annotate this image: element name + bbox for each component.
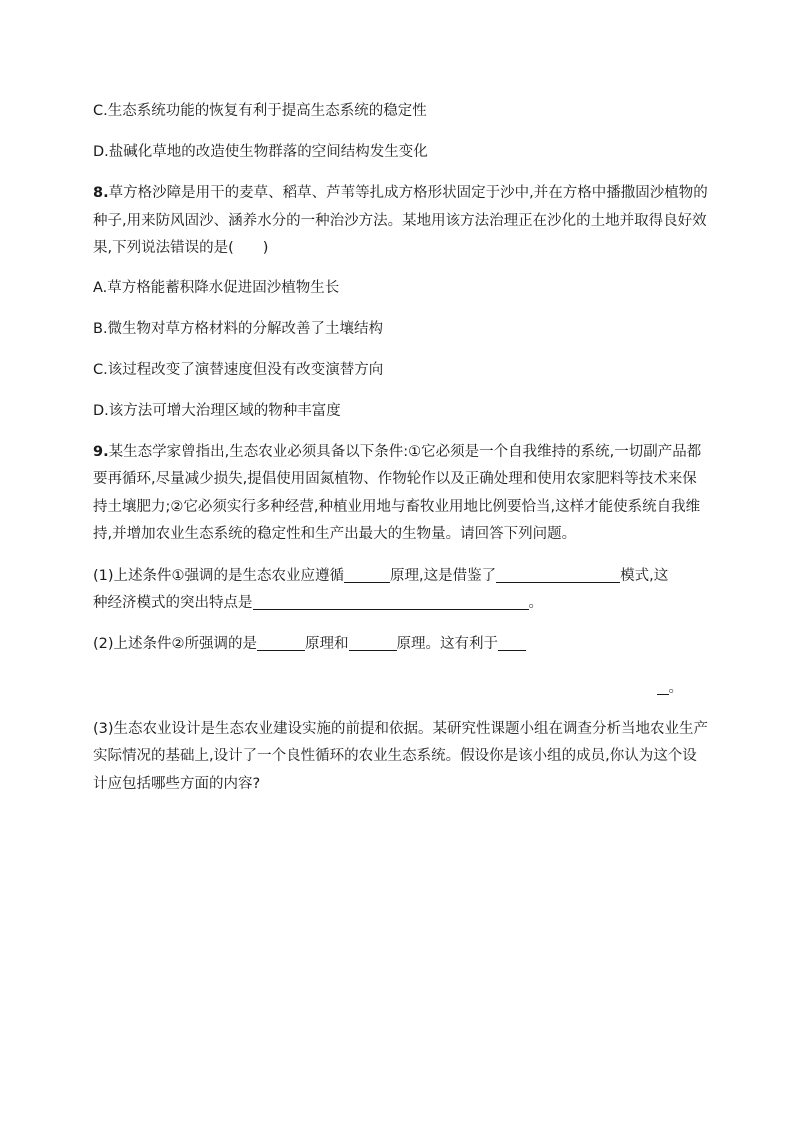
q9-stem-text1: 某生态学家曾指出,生态农业必须具备以下条件:①它必须是一个自我维持的系统,一切副产品都 bbox=[108, 444, 702, 460]
q7-option-d: D.盐碱化草地的改造使生物群落的空间结构发生变化 bbox=[93, 144, 428, 160]
q9-sub2-end: 。 bbox=[668, 680, 683, 696]
answer-blank-6-end[interactable] bbox=[657, 678, 669, 695]
q9-sub1-text3: 模式,这 bbox=[620, 568, 669, 584]
answer-blank-6[interactable] bbox=[498, 634, 526, 651]
q9-stem-line3: 持土壤肥力;②它必须实行多种经营,种植业用地与畜牧业用地比例要恰当,这样才能使系统自我维 bbox=[93, 499, 701, 515]
q8-stem-text1: 草方格沙障是用干的麦草、稻草、芦苇等扎成方格形状固定于沙中,并在方格中播撒固沙植物的 bbox=[108, 185, 708, 201]
q7-option-c: C.生态系统功能的恢复有利于提高生态系统的稳定性 bbox=[93, 103, 427, 119]
q9-number: 9. bbox=[93, 444, 109, 460]
q9-sub3-line3: 计应包括哪些方面的内容? bbox=[93, 776, 261, 792]
q9-sub2-text2: 原理和 bbox=[305, 636, 349, 652]
q9-sub1-text2: 原理,这是借鉴了 bbox=[390, 568, 497, 584]
q8-stem-line2: 种子,用来防风固沙、涵养水分的一种治沙方法。某地用该方法治理正在沙化的土地并取得良好效 bbox=[93, 213, 707, 229]
q9-stem-line4: 持,并增加农业生态系统的稳定性和生产出最大的生物量。请回答下列问题。 bbox=[93, 526, 577, 542]
q9-stem-line1 bbox=[93, 442, 703, 462]
answer-blank-1[interactable] bbox=[344, 566, 390, 583]
q9-stem-line2: 要再循环,尽量减少损失,提倡使用固氮植物、作物轮作以及正确处理和使用农家肥料等技术来保 bbox=[93, 471, 697, 487]
answer-blank-2[interactable] bbox=[496, 566, 620, 583]
q9-sub3-line1: (3)生态农业设计是生态农业建设实施的前提和依据。某研究性课题小组在调查分析当地农业生产 bbox=[93, 721, 709, 737]
q9-sub1-text1: (1)上述条件①强调的是生态农业应遵循 bbox=[93, 568, 345, 584]
q8-number: 8. bbox=[93, 185, 109, 201]
q9-sub1-line2 bbox=[93, 593, 703, 613]
q9-sub2-line2 bbox=[93, 678, 683, 698]
q8-option-d: D.该方法可增大治理区域的物种丰富度 bbox=[93, 403, 341, 419]
q8-option-b: B.微生物对草方格材料的分解改善了土壤结构 bbox=[93, 321, 384, 337]
q8-option-a: A.草方格能蓄积降水促进固沙植物生长 bbox=[93, 280, 340, 296]
q8-option-c: C.该过程改变了演替速度但没有改变演替方向 bbox=[93, 362, 384, 378]
answer-blank-4[interactable] bbox=[257, 634, 305, 651]
q8-stem-line3: 果,下列说法错误的是( ) bbox=[93, 240, 269, 256]
q9-sub1-text4: 种经济模式的突出特点是 bbox=[93, 595, 253, 611]
q9-sub1-text5: 。 bbox=[528, 595, 543, 611]
q9-sub1-line1 bbox=[93, 566, 703, 586]
q9-sub2-text3: 原理。这有利于 bbox=[396, 636, 499, 652]
q9-sub2-text1: (2)上述条件②所强调的是 bbox=[93, 636, 258, 652]
q9-sub2-line1 bbox=[93, 634, 703, 654]
answer-blank-5[interactable] bbox=[349, 634, 397, 651]
q9-sub3-line2: 实际情况的基础上,设计了一个良性循环的农业生态系统。假设你是该小组的成员,你认为这个设 bbox=[93, 748, 697, 764]
q8-stem-line1 bbox=[93, 183, 708, 203]
answer-blank-3[interactable] bbox=[253, 593, 529, 610]
